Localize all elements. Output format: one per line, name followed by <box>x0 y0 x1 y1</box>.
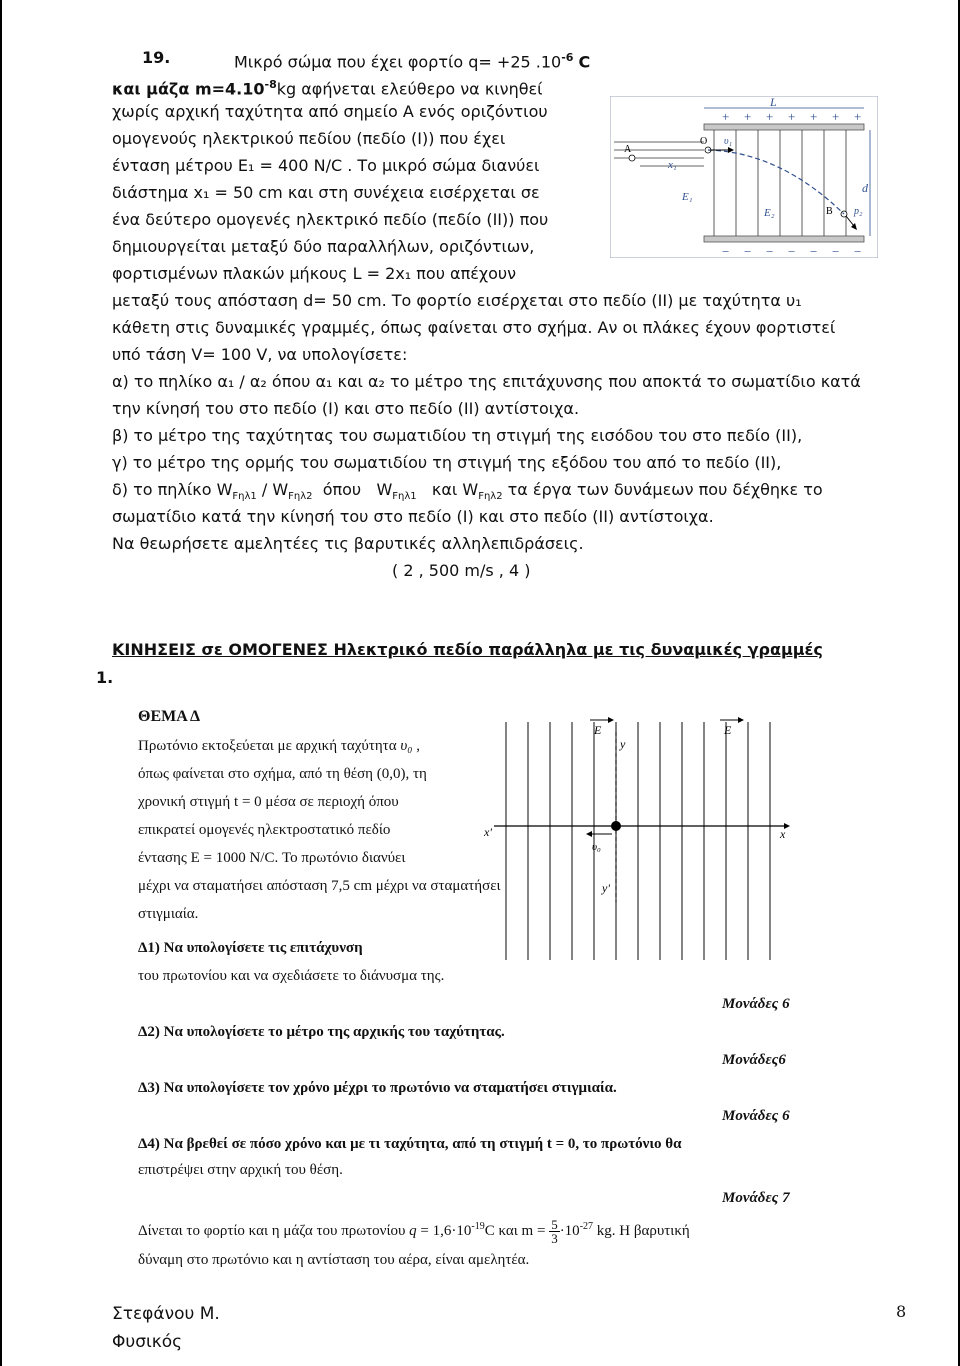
given-line-2: δύναμη στο πρωτόνιο και η αντίσταση του αέρα, είναι αμελητέα. <box>138 1252 530 1268</box>
points-d4: Μονάδες 7 <box>722 1190 790 1206</box>
thema-title: ΘΕΜΑ Δ <box>138 708 201 725</box>
problem-line-10: μεταξύ τους απόσταση d= 50 cm. Το φορτίο εισέρχεται στο πεδίο (ΙΙ) με ταχύτητα υ₁ <box>112 291 802 310</box>
answers: ( 2 , 500 m/s , 4 ) <box>392 561 531 580</box>
svg-text:−: − <box>832 244 840 258</box>
svg-text:E₂: E₂ <box>764 207 775 219</box>
question-d3: Δ3) Να υπολογίσετε τον χρόνο μέχρι το πρωτόνιο να σταματήσει στιγμιαία. <box>138 1080 617 1096</box>
svg-text:+: + <box>832 109 840 124</box>
svg-text:y': y' <box>602 881 610 895</box>
svg-text:−: − <box>766 244 774 258</box>
question-b: β) το μέτρο της ταχύτητας του σωματιδίου τη στιγμή της εισόδου του στο πεδίο (ΙΙ), <box>112 426 803 445</box>
problem-line-1: Μικρό σώμα που έχει φορτίο q= +25 $.10^{-6}$ C <box>234 51 591 72</box>
svg-text:L: L <box>770 96 777 109</box>
svg-text:−: − <box>722 244 730 258</box>
thema-line-5: έντασης E = 1000 N/C. Το πρωτόνιο διανύει <box>138 850 406 866</box>
question-d1: Δ1) Να υπολογίσετε τις επιτάχυνση <box>138 940 363 956</box>
problem-line-5: ένταση μέτρου Ε₁ = 400 N/C . Το μικρό σώμα διανύει <box>112 156 540 175</box>
question-d: δ) το πηλίκο $W_{F\eta\lambda 1} / W_{F\eta\lambda 2}$ όπου $W_{F\eta\lambda 1}$ και $W_{F\eta\lambda 2}$ τα έργα των δυνάμεων που δέχθηκε το <box>112 480 823 503</box>
problem-line-8: δημιουργείται μεταξύ δύο παραλλήλων, οριζόντιων, <box>112 237 535 256</box>
thema-line-7: στιγμιαία. <box>138 906 199 922</box>
section-heading: ΚΙΝΗΣΕΙΣ σε ΟΜΟΓΕΝΕΣ Ηλεκτρικό πεδίο παράλληλα με τις δυναμικές γραμμές <box>112 640 823 659</box>
svg-text:x: x <box>780 827 786 841</box>
svg-text:E₁: E₁ <box>682 191 693 203</box>
author: Στεφάνου Μ. <box>112 1304 220 1324</box>
question-d4-cont: επιστρέψει στην αρχική του θέση. <box>138 1162 343 1178</box>
svg-text:d: d <box>862 181 868 195</box>
page-number: 8 <box>896 1302 907 1321</box>
section-number: 1. <box>96 668 114 687</box>
thema-line-1: Πρωτόνιο εκτοξεύεται με αρχική ταχύτητα υ₀ , <box>138 738 420 754</box>
svg-text:x': x' <box>484 825 492 839</box>
problem-line-6: διάστημα x₁ = 50 cm και στη συνέχεια εισέρχεται σε <box>112 183 540 202</box>
problem-line-12: υπό τάση V= 100 V, να υπολογίσετε: <box>112 345 408 364</box>
svg-text:+: + <box>766 109 774 124</box>
question-a: α) το πηλίκο α₁ / α₂ όπου α₁ και α₂ το μέτρο της επιτάχυνσης που αποκτά το σωματίδιο κατά <box>112 372 861 391</box>
problem-line-11: κάθετη στις δυναμικές γραμμές, όπως φαίνεται στο σχήμα. Αν οι πλάκες έχουν φορτιστεί <box>112 318 836 337</box>
question-a-cont: την κίνησή του στο πεδίο (Ι) και στο πεδίο (ΙΙ) αντίστοιχα. <box>112 399 580 418</box>
svg-text:A: A <box>624 144 632 155</box>
problem-line-7: ένα δεύτερο ομογενές ηλεκτρικό πεδίο (πεδίο (ΙΙ)) που <box>112 210 549 229</box>
given-line-1: Δίνεται το φορτίο και η μάζα του πρωτονίου $q = 1,6\cdot 10^{-19}C$ και $m = \frac{5}{3}\cdot 10^{-27}$ kg. Η βαρυτική <box>138 1217 690 1246</box>
svg-text:+: + <box>788 109 796 124</box>
svg-text:υ₀: υ₀ <box>592 841 601 853</box>
problem-line-9: φορτισμένων πλακών μήκους L = 2x₁ που απέχουν <box>112 264 517 283</box>
question-c: γ) το μέτρο της ορμής του σωματιδίου τη στιγμή της εξόδου του από το πεδίο (ΙΙ), <box>112 453 782 472</box>
svg-text:−: − <box>810 244 818 258</box>
problem-line-2: και μάζα $m=4.10^{-8}kg$ αφήνεται ελεύθερο να κινηθεί <box>112 78 543 99</box>
points-d2: Μονάδες6 <box>722 1052 786 1068</box>
problem-line-4: ομογενούς ηλεκτρικού πεδίου (πεδίο (Ι)) που έχει <box>112 129 506 148</box>
svg-text:p₂: p₂ <box>854 206 863 217</box>
svg-text:−: − <box>744 244 752 258</box>
problem-line-3: χωρίς αρχική ταχύτητα από σημείο Α ενός οριζόντιου <box>112 102 548 121</box>
thema-line-4: επικρατεί ομογενές ηλεκτροστατικό πεδίο <box>138 822 391 838</box>
field-figure <box>484 712 806 962</box>
svg-text:E: E <box>724 723 732 737</box>
svg-text:+: + <box>854 109 862 124</box>
svg-text:υ₁: υ₁ <box>724 136 733 147</box>
thema-line-2: όπως φαίνεται στο σχήμα, από τη θέση (0,0), τη <box>138 766 427 782</box>
svg-text:y: y <box>620 737 626 751</box>
points-d1: Μονάδες 6 <box>722 996 790 1012</box>
svg-text:E: E <box>594 723 602 737</box>
thema-line-3: χρονική στιγμή t = 0 μέσα σε περιοχή όπου <box>138 794 399 810</box>
svg-text:+: + <box>744 109 752 124</box>
thema-line-6: μέχρι να σταματήσει απόσταση 7,5 cm μέχρι να σταματήσει <box>138 878 501 894</box>
author-role: Φυσικός <box>112 1332 183 1352</box>
svg-text:+: + <box>722 109 730 124</box>
gravity-note: Να θεωρήσετε αμελητέες τις βαρυτικές αλληλεπιδράσεις. <box>112 534 584 553</box>
svg-text:+: + <box>810 109 818 124</box>
svg-text:x₁: x₁ <box>668 159 677 171</box>
svg-text:O: O <box>700 136 708 147</box>
question-d1-cont: του πρωτονίου και να σχεδιάσετε το διάνυσμα της. <box>138 968 445 984</box>
question-d4: Δ4) Να βρεθεί σε πόσο χρόνο και με τι ταχύτητα, από τη στιγμή t = 0, το πρωτόνιο θα <box>138 1136 682 1152</box>
svg-text:−: − <box>854 244 862 258</box>
capacitor-figure <box>610 96 878 258</box>
problem-number: 19. <box>142 48 171 67</box>
question-d2: Δ2) Να υπολογίσετε το μέτρο της αρχικής του ταχύτητας. <box>138 1024 505 1040</box>
svg-text:−: − <box>788 244 796 258</box>
question-d-cont: σωματίδιο κατά την κίνησή του στο πεδίο (Ι) και στο πεδίο (ΙΙ) αντίστοιχα. <box>112 507 714 526</box>
points-d3: Μονάδες 6 <box>722 1108 790 1124</box>
svg-text:B: B <box>826 206 833 217</box>
